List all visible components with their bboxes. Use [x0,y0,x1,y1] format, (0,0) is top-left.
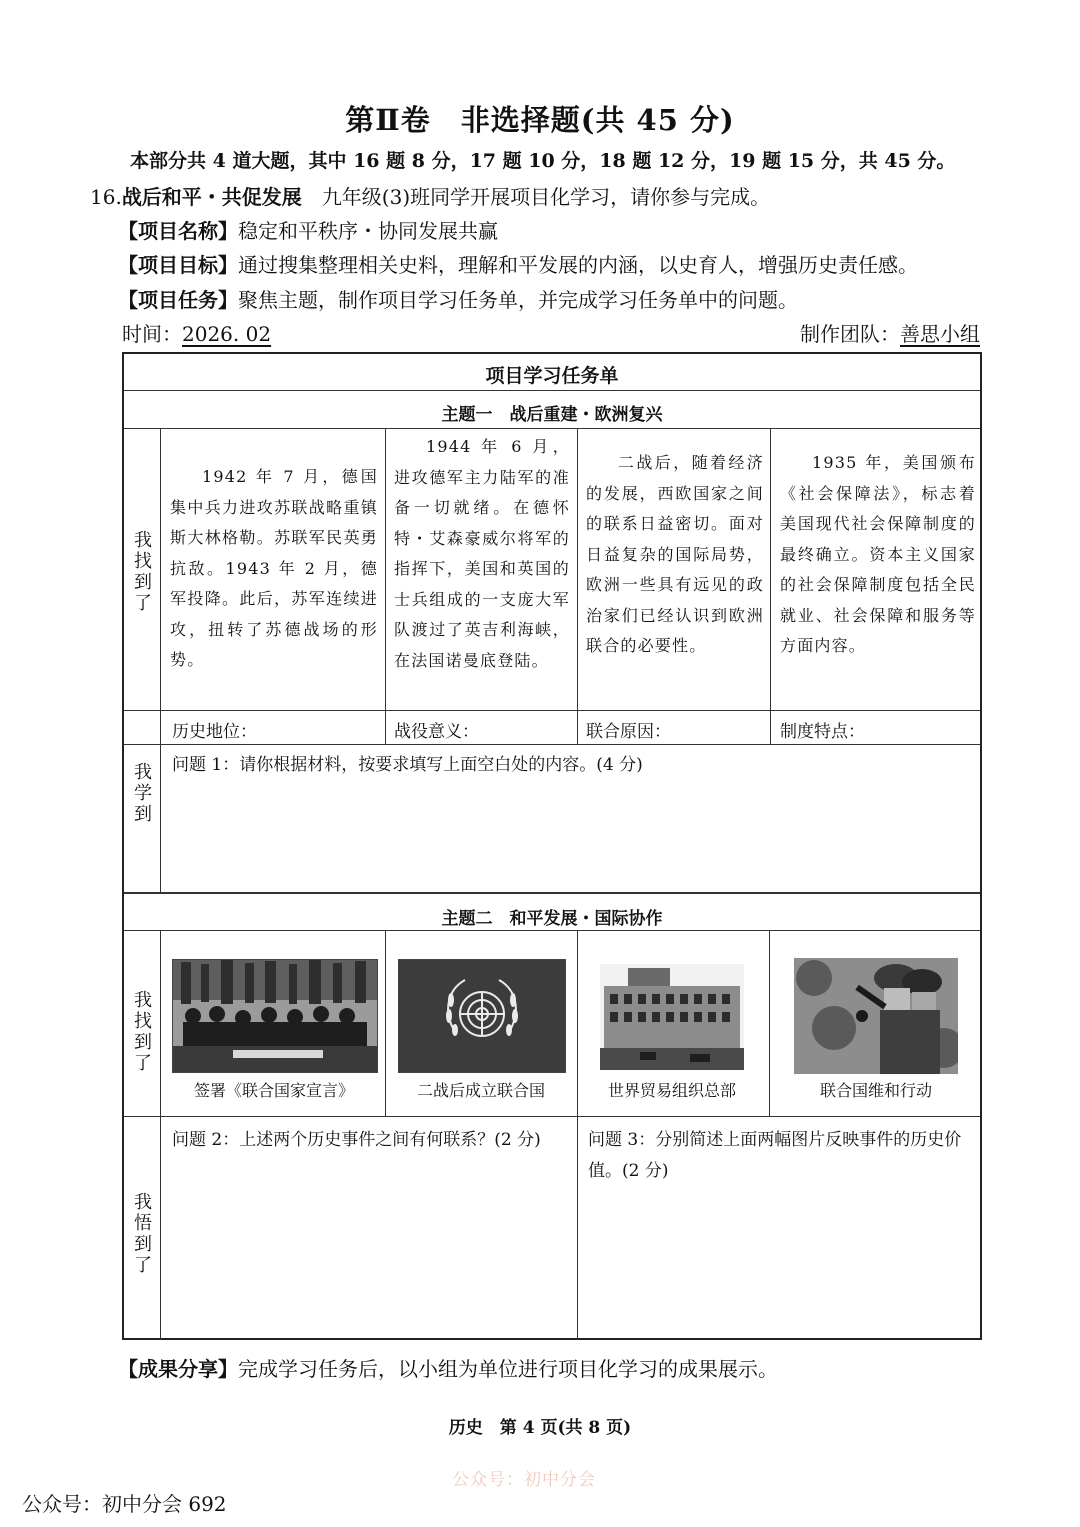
divider [124,428,980,429]
question-3: 问题 3：分别简述上面两幅图片反映事件的历史价值。(2 分) [588,1130,962,1181]
divider [385,930,386,1116]
project-task: 聚焦主题，制作项目学习任务单，并完成学习任务单中的问题。 [238,288,798,312]
divider [160,428,161,892]
found-label: 我找到了 [134,530,152,614]
watermark-left: 公众号：初中分会 692 [22,1492,227,1516]
divider [160,930,161,1340]
divider [124,744,980,745]
section-title: 第Ⅱ卷 非选择题(共 45 分) [345,103,735,137]
team-label: 制作团队： [800,322,900,346]
wto-headquarters-photo [600,964,744,1070]
divider [577,428,578,744]
question-number: 16. [90,185,122,209]
section-intro: 本部分共 4 道大题，其中 16 题 8 分，17 题 10 分，18 题 12 分，19 题 15 分，共 45 分。 [130,150,956,172]
team-value: 善思小组 [900,322,980,346]
signing-declaration-photo [172,959,378,1073]
time-label: 时间： [122,322,182,346]
task-sheet [122,352,982,1340]
understood-label: 我悟到了 [134,1192,152,1276]
share-tag: 【成果分享】 [118,1357,238,1381]
project-goal-line [118,249,918,278]
project-goal-tag: 【项目目标】 [118,253,238,277]
sheet-title: 项目学习任务单 [485,365,619,387]
theme2-heading: 主题二 和平发展・国际协作 [441,909,663,929]
question-lead-line [90,181,770,210]
divider [124,1116,980,1117]
divider [769,930,770,1116]
fill-label-battle-meaning[interactable]: 战役意义： [394,722,479,742]
caption-signing-declaration: 签署《联合国家宣言》 [193,1081,354,1100]
project-name-tag: 【项目名称】 [118,219,238,243]
project-name-line [118,215,498,244]
learned-label: 我学到 [134,762,152,825]
question-2: 问题 2：上述两个历史事件之间有何联系？(2 分) [172,1130,541,1150]
caption-un-founded: 二战后成立联合国 [416,1081,545,1100]
material-social-security: 1935 年，美国颁布《社会保障法》，标志着美国现代社会保障制度的最终确立。资本主义国家的社会保障制度包括全民就业、社会保障和服务等方面内容。 [780,453,976,655]
share-line [118,1353,778,1382]
watermark-center: 公众号：初中分会 [452,1470,596,1490]
divider [124,892,980,894]
theme1-heading: 主题一 战后重建・欧洲复兴 [441,405,663,425]
divider [124,930,980,931]
fill-label-union-reason[interactable]: 联合原因： [586,722,671,742]
project-name: 稳定和平秩序・协同发展共赢 [238,219,498,243]
project-task-tag: 【项目任务】 [118,288,238,312]
question-lead: 九年级(3)班同学开展项目化学习，请你参与完成。 [321,185,771,209]
question-1: 问题 1：请你根据材料，按要求填写上面空白处的内容。(4 分) [172,755,643,775]
divider [124,710,980,711]
caption-peacekeeping: 联合国维和行动 [819,1081,932,1100]
share-text: 完成学习任务后，以小组为单位进行项目化学习的成果展示。 [238,1357,778,1381]
found2-label: 我找到了 [134,990,152,1074]
material-normandy: 1944 年 6 月，进攻德军主力陆军的准备一切就绪。在德怀特・艾森豪威尔将军的指挥下，美国和英国的士兵组成的一支庞大军队渡过了英吉利海峡，在法国诺曼底登陆。 [394,437,570,670]
team-line [800,318,980,347]
material-europe-union: 二战后，随着经济的发展，西欧国家之间的联系日益密切。面对日益复杂的国际局势，欧洲一些具有远见的政治家们已经认识到欧洲联合的必要性。 [586,453,764,655]
divider [770,428,771,744]
material-stalingrad: 1942 年 7 月，德国集中兵力进攻苏联战略重镇斯大林格勒。苏联军民英勇抗敌。1943 年 2 月，德军投降。此后，苏军连续进攻，扭转了苏德战场的形势。 [170,467,378,669]
question-theme: 战后和平・共促发展 [121,185,302,209]
fill-label-system-feature[interactable]: 制度特点： [780,722,865,742]
divider [124,390,980,391]
peacekeeping-photo [794,958,958,1074]
fill-label-history-status[interactable]: 历史地位： [172,722,257,742]
project-task-line [118,284,798,313]
time-value: 2026. 02 [182,322,272,346]
time-line [122,318,271,347]
divider [385,428,386,744]
divider [577,930,578,1340]
caption-wto-headquarters: 世界贸易组织总部 [607,1081,736,1100]
page-footer: 历史 第 4 页(共 8 页) [448,1418,632,1438]
un-emblem-photo [398,959,566,1073]
project-goal: 通过搜集整理相关史料，理解和平发展的内涵，以史育人，增强历史责任感。 [238,253,918,277]
